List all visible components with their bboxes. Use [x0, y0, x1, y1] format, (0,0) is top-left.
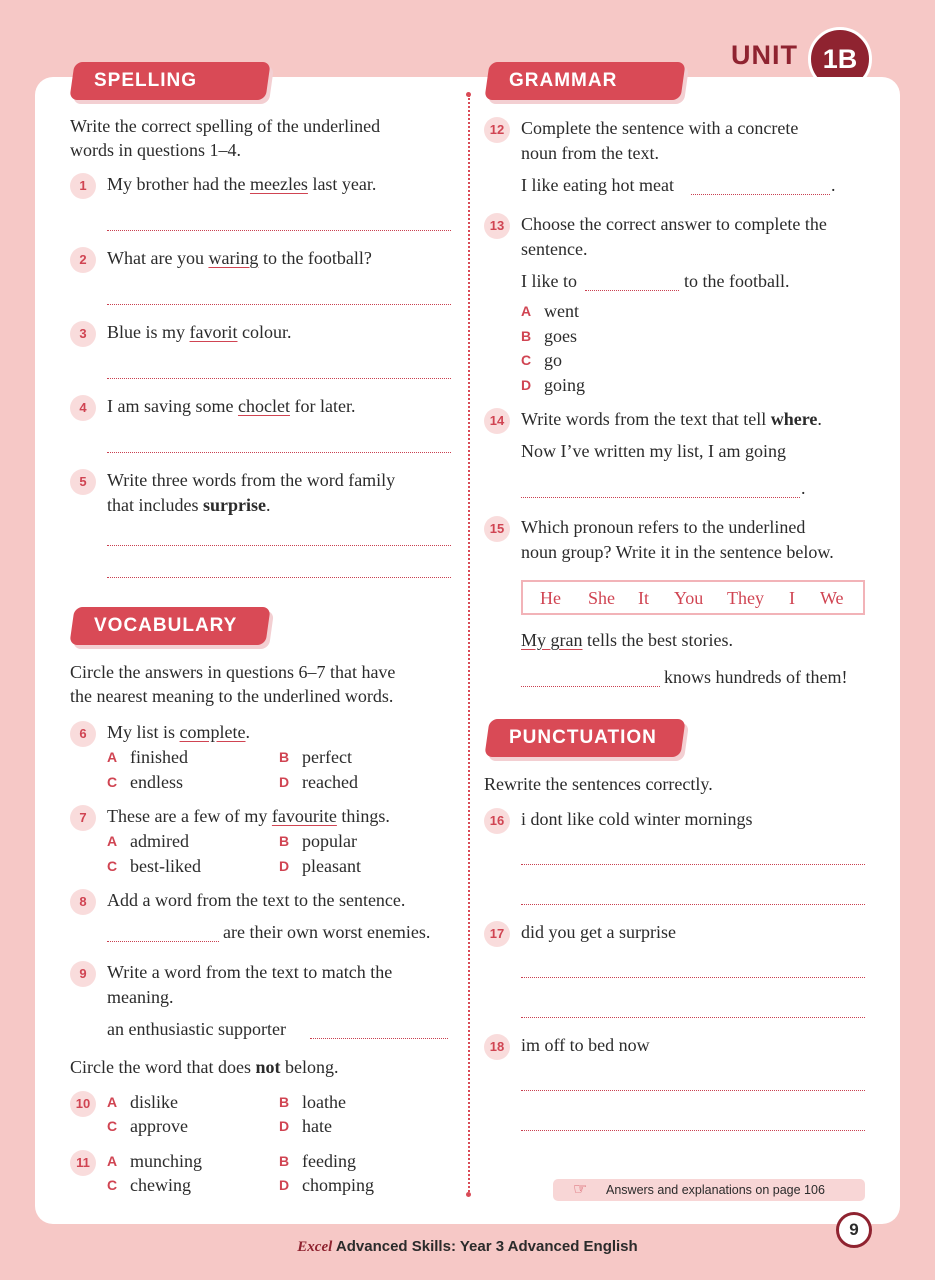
answer-line-4[interactable]: [107, 452, 451, 453]
option-text[interactable]: feeding: [302, 1151, 356, 1171]
column-divider: [468, 95, 470, 1195]
pronoun-option[interactable]: He: [540, 588, 561, 608]
option-letter: C: [107, 1118, 118, 1134]
option-letter: D: [279, 858, 290, 874]
option-letter: C: [107, 1177, 118, 1193]
question-13-pre: I like to: [521, 271, 577, 291]
option-text[interactable]: chomping: [302, 1175, 374, 1195]
option-letter: A: [107, 833, 118, 849]
answer-line-16b[interactable]: [521, 904, 865, 905]
question-13-post: to the football.: [684, 271, 790, 291]
answer-line-9[interactable]: [310, 1038, 448, 1039]
answer-line-15[interactable]: [521, 686, 660, 687]
underlined-word: choclet: [237, 396, 290, 416]
answer-line-8[interactable]: [107, 941, 219, 942]
question-number-8: 8: [70, 889, 96, 915]
question-4-text: I am saving some choclet for later.: [107, 396, 356, 416]
option-text[interactable]: loathe: [302, 1092, 346, 1112]
option-text[interactable]: finished: [130, 747, 188, 767]
option-text[interactable]: reached: [302, 772, 358, 792]
question-number-15: 15: [484, 516, 510, 542]
option-text[interactable]: chewing: [130, 1175, 191, 1195]
answer-line-2[interactable]: [107, 304, 451, 305]
option-text[interactable]: approve: [130, 1116, 188, 1136]
question-15-sentence: My gran tells the best stories.: [521, 630, 733, 650]
underlined-word: complete: [179, 722, 246, 742]
question-5-line-1: Write three words from the word family: [107, 470, 396, 490]
option-text[interactable]: went: [544, 301, 579, 321]
question-number-7: 7: [70, 805, 96, 831]
option-letter: C: [107, 858, 118, 874]
footer-title: [0, 1238, 935, 1256]
vocabulary-instruction-1: Circle the answers in questions 6–7 that have: [70, 662, 396, 682]
question-12-line-2: noun from the text.: [521, 143, 659, 163]
answers-note-text: Answers and explanations on page 106: [606, 1183, 825, 1197]
option-text[interactable]: popular: [302, 831, 357, 851]
question-number-17: 17: [484, 921, 510, 947]
question-9-line-1: Write a word from the text to match the: [107, 962, 393, 982]
question-number-13: 13: [484, 213, 510, 239]
option-letter: A: [107, 1094, 118, 1110]
question-number-5: 5: [70, 469, 96, 495]
spelling-heading: SPELLING: [69, 62, 270, 100]
question-15-line-1: Which pronoun refers to the underlined: [521, 517, 806, 537]
underlined-word: favorit: [189, 322, 238, 342]
question-15-line-2: noun group? Write it in the sentence below.: [521, 542, 834, 562]
option-letter: B: [521, 328, 532, 344]
option-letter: B: [279, 1094, 290, 1110]
answer-line-13[interactable]: [585, 290, 679, 291]
punctuation-heading: PUNCTUATION: [484, 719, 685, 757]
question-9-line-2: meaning.: [107, 987, 174, 1007]
pronoun-option[interactable]: I: [789, 588, 795, 608]
question-18-text: im off to bed now: [521, 1035, 650, 1055]
pointing-hand-icon: ☞: [573, 1181, 588, 1198]
answer-line-16a[interactable]: [521, 864, 865, 865]
question-number-11: 11: [70, 1150, 96, 1176]
footer-bold: Year 3 Advanced English: [459, 1238, 638, 1255]
vocabulary-heading: VOCABULARY: [69, 607, 270, 645]
option-text[interactable]: endless: [130, 772, 183, 792]
question-number-1: 1: [70, 173, 96, 199]
answer-line-18b[interactable]: [521, 1130, 865, 1131]
option-letter: D: [279, 774, 290, 790]
footer-rest: Advanced Skills:: [332, 1238, 460, 1255]
question-9-prompt: an enthusiastic supporter: [107, 1019, 286, 1039]
question-13-line-2: sentence.: [521, 239, 588, 259]
question-number-4: 4: [70, 395, 96, 421]
question-16-text: i dont like cold winter mornings: [521, 809, 753, 829]
unit-label: UNIT: [731, 40, 798, 70]
question-13-line-1: Choose the correct answer to complete the: [521, 214, 827, 234]
question-1-text: My brother had the meezles last year.: [107, 174, 377, 194]
question-8-after: are their own worst enemies.: [223, 922, 431, 942]
option-text[interactable]: going: [544, 375, 586, 395]
option-letter: D: [279, 1118, 290, 1134]
answers-note[interactable]: [553, 1179, 865, 1201]
question-17-text: did you get a surprise: [521, 922, 676, 942]
question-number-10: 10: [70, 1091, 96, 1117]
spelling-instruction-1: Write the correct spelling of the underlined: [70, 116, 381, 136]
option-letter: D: [279, 1177, 290, 1193]
option-letter: C: [107, 774, 118, 790]
question-8-text: Add a word from the text to the sentence.: [107, 890, 406, 910]
question-number-3: 3: [70, 321, 96, 347]
answer-line-5b[interactable]: [107, 577, 451, 578]
option-text[interactable]: go: [544, 350, 562, 370]
underlined-word: favourite: [271, 806, 337, 826]
question-number-14: 14: [484, 408, 510, 434]
spelling-instruction-2: words in questions 1–4.: [70, 140, 241, 160]
question-number-6: 6: [70, 721, 96, 747]
option-letter: B: [279, 1153, 290, 1169]
question-12-line-1: Complete the sentence with a concrete: [521, 118, 799, 138]
option-text[interactable]: best-liked: [130, 856, 201, 876]
answer-line-17a[interactable]: [521, 977, 865, 978]
question-5-line-2: that includes surprise.: [107, 495, 271, 515]
unit-badge-text: 1B: [822, 44, 858, 74]
option-text[interactable]: munching: [130, 1151, 202, 1171]
pronoun-option[interactable]: You: [674, 588, 704, 608]
footer-brand: Excel: [297, 1239, 333, 1255]
option-text[interactable]: pleasant: [302, 856, 361, 876]
option-letter: B: [279, 833, 290, 849]
answer-line-18a[interactable]: [521, 1090, 865, 1091]
answer-line-14[interactable]: [521, 497, 800, 498]
question-number-12: 12: [484, 117, 510, 143]
option-letter: A: [107, 1153, 118, 1169]
underlined-word: meezles: [249, 174, 308, 194]
grammar-heading: GRAMMAR: [484, 62, 685, 100]
option-letter: C: [521, 352, 532, 368]
question-number-18: 18: [484, 1034, 510, 1060]
question-12-prompt: I like eating hot meat: [521, 175, 674, 195]
question-14-end: .: [801, 478, 806, 498]
question-14-text: Write words from the text that tell where.: [521, 409, 822, 429]
question-number-2: 2: [70, 247, 96, 273]
pronoun-option[interactable]: It: [638, 588, 649, 608]
pronoun-option[interactable]: They: [727, 588, 764, 608]
answer-line-3[interactable]: [107, 378, 451, 379]
divider-end-top: [466, 92, 471, 97]
question-14-line-2: Now I’ve written my list, I am going: [521, 441, 786, 461]
answer-line-12[interactable]: [691, 194, 830, 195]
option-text[interactable]: hate: [302, 1116, 332, 1136]
question-7-text: These are a few of my favourite things.: [107, 806, 390, 826]
answer-line-1[interactable]: [107, 230, 451, 231]
question-3-text: Blue is my favorit colour.: [107, 322, 292, 342]
question-number-9: 9: [70, 961, 96, 987]
option-letter: B: [279, 749, 290, 765]
divider-end-bottom: [466, 1192, 471, 1197]
pronoun-option[interactable]: We: [820, 588, 844, 608]
answer-line-17b[interactable]: [521, 1017, 865, 1018]
circle-instruction: Circle the word that does not belong.: [70, 1057, 339, 1077]
option-text[interactable]: goes: [544, 326, 577, 346]
answer-line-5a[interactable]: [107, 545, 451, 546]
option-letter: D: [521, 377, 532, 393]
question-15-after: knows hundreds of them!: [664, 667, 848, 687]
option-text[interactable]: admired: [130, 831, 189, 851]
underlined-word: waring: [208, 248, 259, 268]
option-text[interactable]: perfect: [302, 747, 352, 767]
question-2-text: What are you waring to the football?: [107, 248, 372, 268]
question-number-16: 16: [484, 808, 510, 834]
underlined-word: My gran: [521, 630, 583, 650]
option-text[interactable]: dislike: [130, 1092, 178, 1112]
question-12-end: .: [831, 175, 836, 195]
page-number-text: 9: [849, 1220, 859, 1239]
option-letter: A: [107, 749, 118, 765]
punctuation-instruction: Rewrite the sentences correctly.: [484, 774, 713, 794]
question-6-text: My list is complete.: [107, 722, 251, 742]
pronoun-option[interactable]: She: [588, 588, 615, 608]
option-letter: A: [521, 303, 532, 319]
vocabulary-instruction-2: the nearest meaning to the underlined words.: [70, 686, 394, 706]
